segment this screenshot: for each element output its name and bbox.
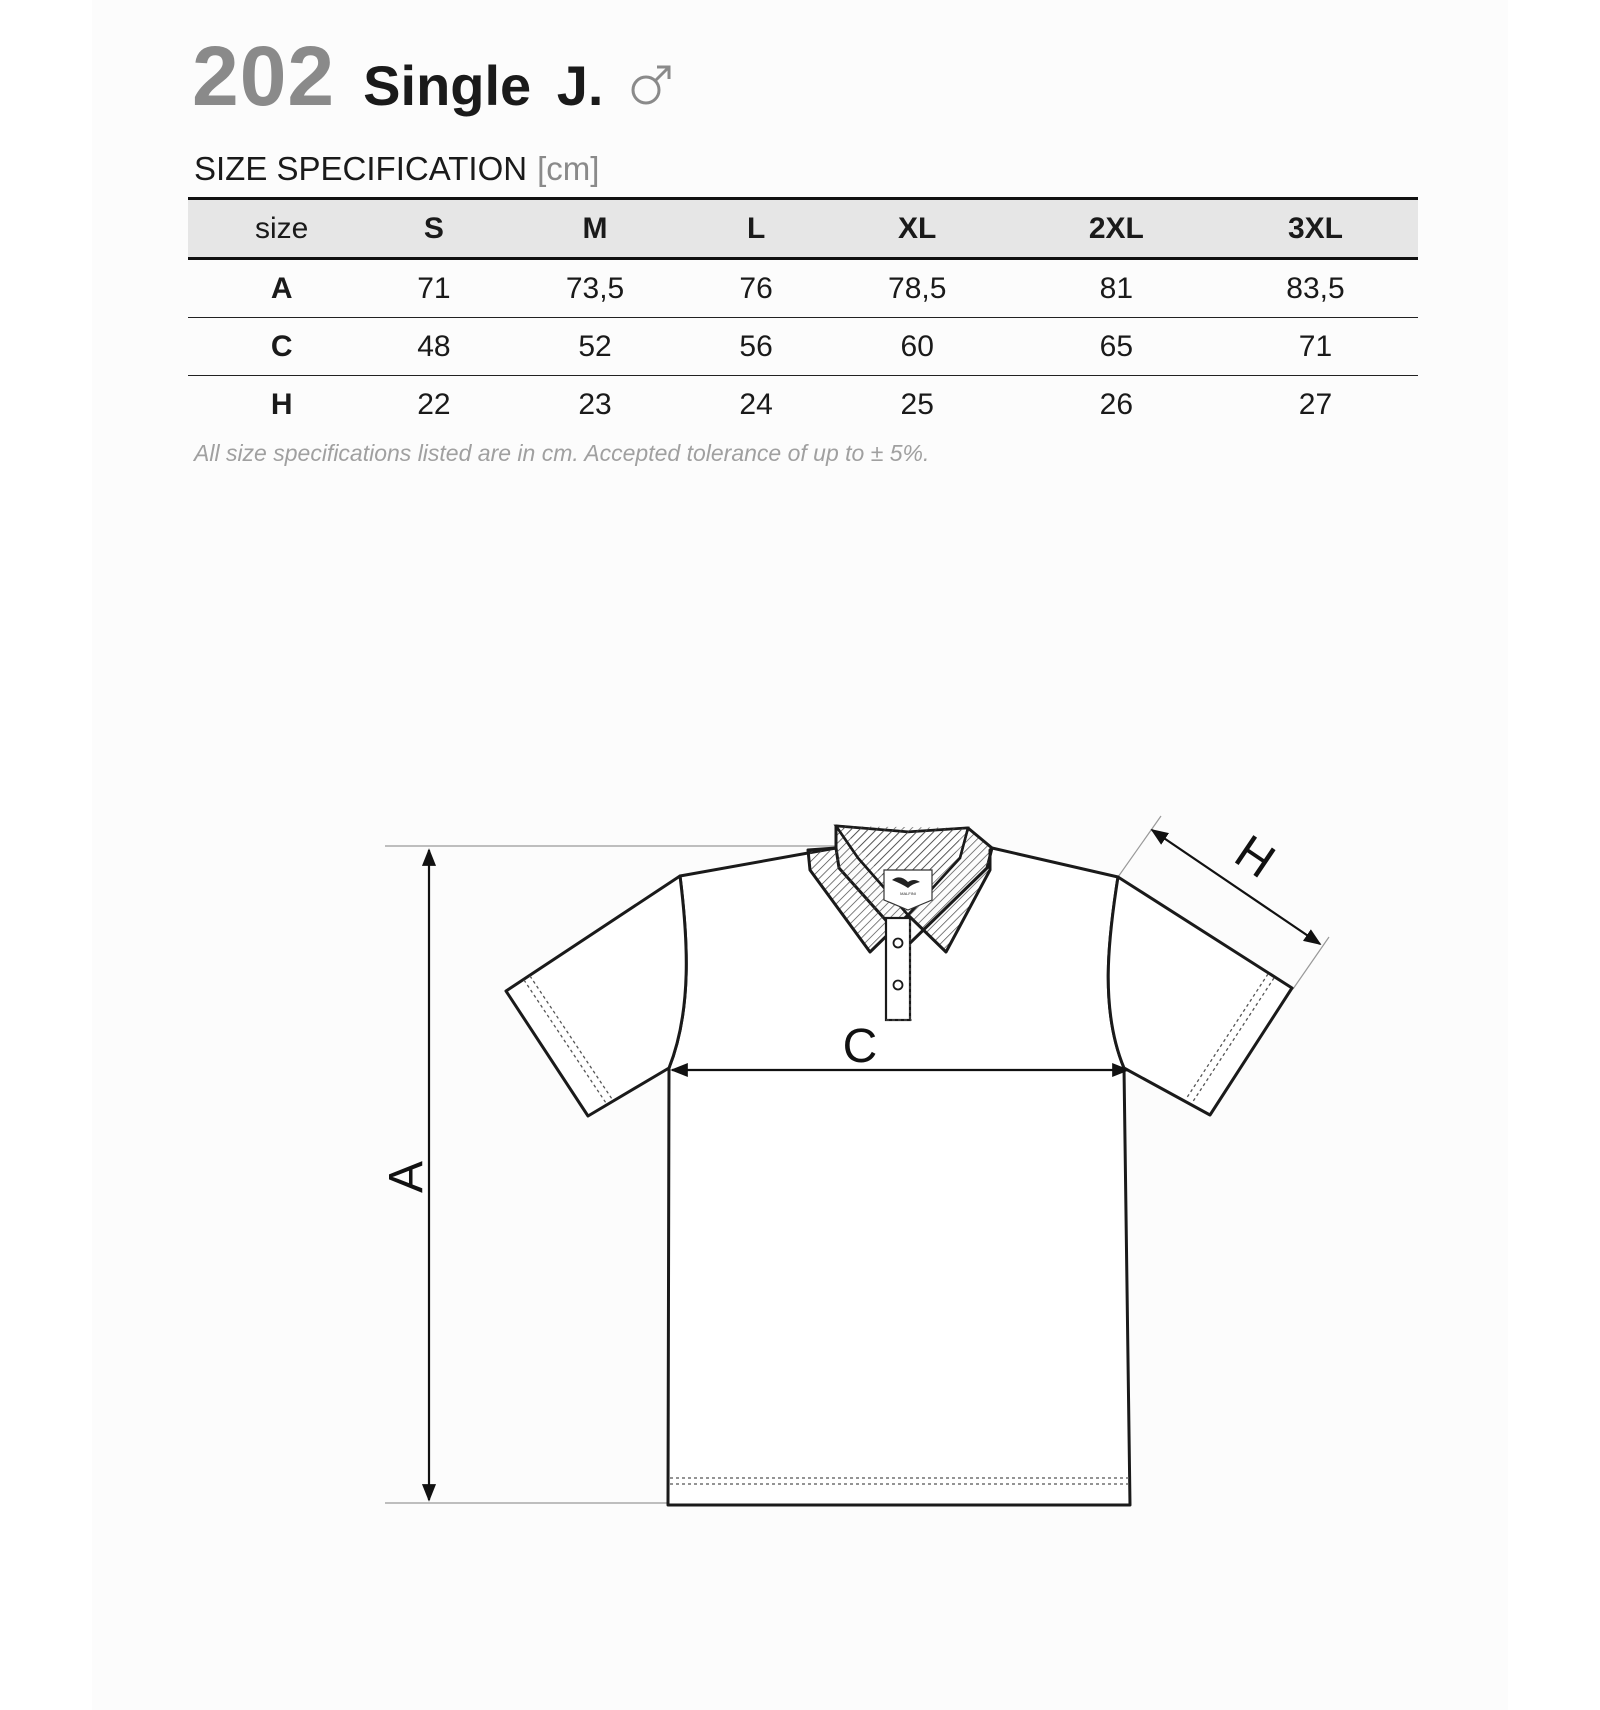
button-icon [894,939,903,948]
table-cell: 83,5 [1286,272,1345,305]
table-cell: 76 [739,272,773,305]
table-cell: 24 [698,376,815,434]
dimension-h-label: H [1225,825,1284,889]
table-cell: 52 [493,318,698,376]
dimension-c-label: C [842,1020,878,1073]
table-cell: 23 [493,376,698,434]
table-cell: 26 [1020,376,1213,434]
header-cell-s: S [423,212,444,245]
header-cell-xl: XL [898,212,937,245]
table-cell: 73,5 [565,272,625,305]
header-cell-m: M [582,212,608,245]
table-cell: 60 [815,318,1020,376]
size-spec-unit: [cm] [537,150,600,187]
brand-label-text: MALFINI [900,891,916,896]
dimension-a-label: A [380,1160,433,1194]
table-cell: 78,5 [888,272,947,305]
table-cell: 65 [1020,318,1213,376]
table-cell: 48 [375,318,492,376]
header-cell-l: L [746,212,766,245]
table-cell: 27 [1213,376,1418,434]
table-cell: 71 [417,272,451,305]
table-cell: 56 [698,318,815,376]
right-sleeve [1108,877,1292,1115]
header-cell-2xl: 2XL [1088,212,1144,245]
table-cell: 22 [375,376,492,434]
row-label: A [270,272,293,305]
table-cell: 81 [1099,272,1134,305]
row-label: H [188,376,375,434]
row-label: C [188,318,375,376]
table-cell: 25 [815,376,1020,434]
left-sleeve [506,876,686,1116]
model-name: Single J. [363,54,604,117]
button-icon [894,981,903,990]
tolerance-note: All size specifications listed are in cm. Accepted tolerance of up to ± 5%. [194,440,930,466]
size-spec-title-text: SIZE SPECIFICATION [194,150,528,187]
model-number: 202 [192,29,336,123]
header-cell-size: size [254,212,309,245]
placket [886,918,912,1022]
header-cell-3xl: 3XL [1287,212,1343,245]
table-cell: 71 [1213,318,1418,376]
